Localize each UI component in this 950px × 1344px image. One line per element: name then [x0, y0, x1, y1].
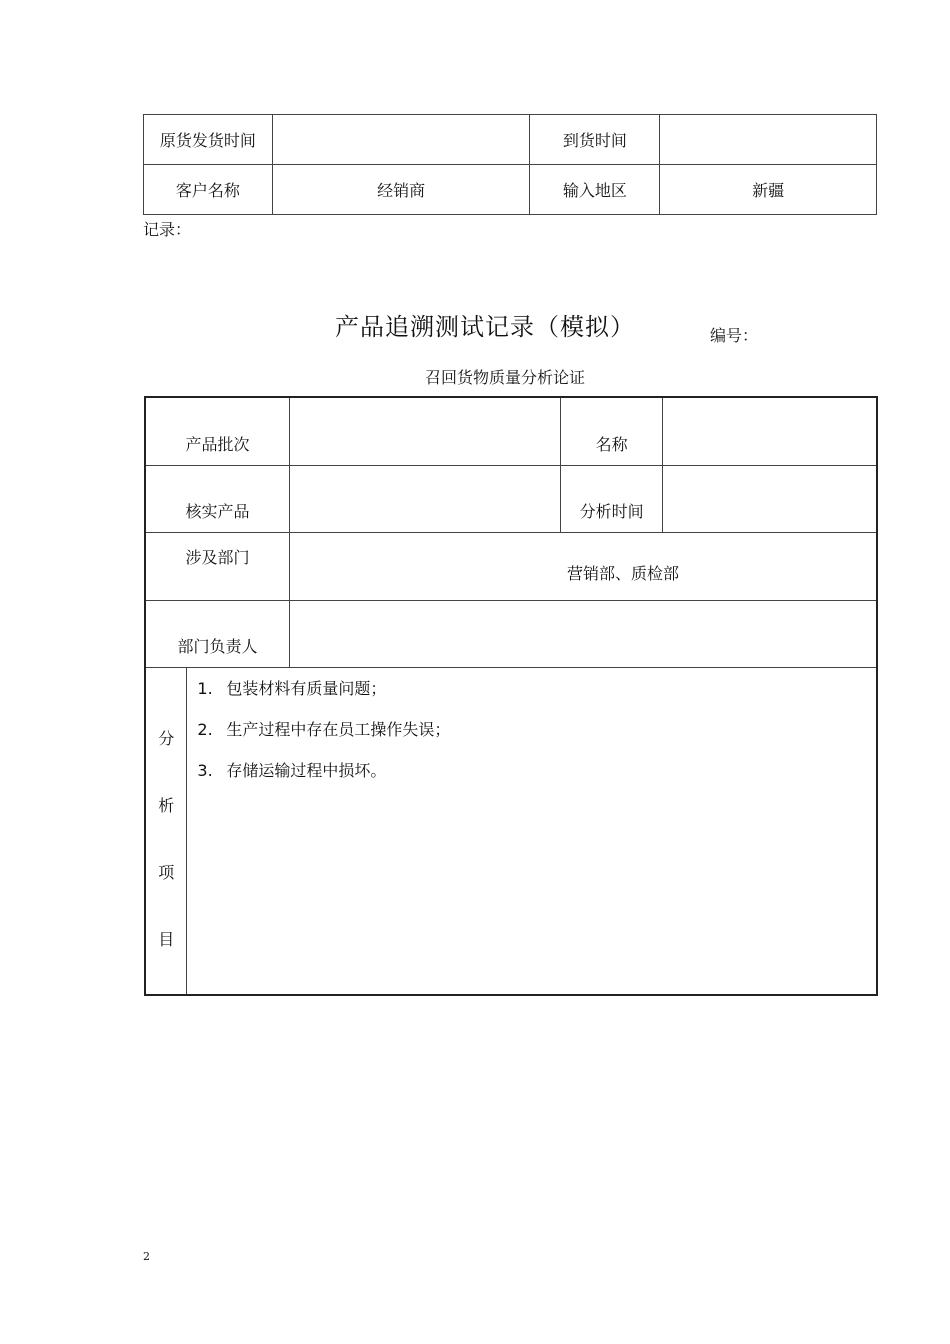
- departments-label: 涉及部门: [145, 532, 290, 600]
- table-row: [144, 165, 877, 215]
- list-item-text: 包装材料有质量问题；: [226, 678, 387, 698]
- customer-name-label: 客户名称: [144, 165, 273, 215]
- batch-label: 产品批次: [145, 397, 290, 465]
- analysis-label-char: 目: [158, 929, 175, 949]
- analysis-label-char: 分: [158, 728, 175, 748]
- page-title: 产品追溯测试记录（模拟）: [335, 313, 635, 341]
- dept-head-value[interactable]: [290, 600, 877, 667]
- list-item: [197, 680, 876, 721]
- verified-product-label: 核实产品: [145, 465, 290, 532]
- serial-number-label: 编号：: [710, 326, 759, 345]
- table-row: [145, 667, 877, 995]
- page-number: 2: [143, 1250, 150, 1263]
- ship-time-label: 原货发货时间: [144, 115, 273, 165]
- list-item: [197, 762, 876, 803]
- table-row: [144, 115, 877, 165]
- verified-product-value[interactable]: [290, 465, 561, 532]
- name-value[interactable]: [663, 397, 877, 465]
- record-label: 记录：: [143, 220, 192, 239]
- shipment-info-table: [143, 114, 877, 215]
- table-row: [145, 532, 877, 600]
- analysis-items-label: [145, 667, 187, 995]
- region-value[interactable]: 新疆: [660, 165, 877, 215]
- list-item-number: 2.: [197, 719, 213, 739]
- table-row: [145, 397, 877, 465]
- table-row: [145, 465, 877, 532]
- departments-cell[interactable]: [290, 532, 877, 600]
- arrival-time-label: 到货时间: [530, 115, 660, 165]
- analysis-time-value[interactable]: [663, 465, 877, 532]
- dept-head-label: 部门负责人: [145, 600, 290, 667]
- analysis-time-label: 分析时间: [561, 465, 663, 532]
- batch-value[interactable]: [290, 397, 561, 465]
- page-subtitle: 召回货物质量分析论证: [424, 368, 585, 387]
- analysis-items-cell[interactable]: [187, 667, 877, 995]
- list-item-number: 1.: [197, 678, 213, 698]
- analysis-label-char: 项: [158, 862, 175, 882]
- list-item-text: 存储运输过程中损坏。: [226, 760, 387, 780]
- customer-name-value[interactable]: 经销商: [272, 165, 530, 215]
- departments-value: 营销部、质检部: [567, 563, 680, 583]
- name-label: 名称: [561, 397, 663, 465]
- region-label: 输入地区: [530, 165, 660, 215]
- list-item-text: 生产过程中存在员工操作失误；: [226, 719, 451, 739]
- recall-analysis-table: [144, 396, 878, 996]
- arrival-time-value[interactable]: [660, 115, 877, 165]
- analysis-label-char: 析: [158, 795, 175, 815]
- ship-time-value[interactable]: [272, 115, 530, 165]
- list-item: [197, 721, 876, 762]
- table-row: [145, 600, 877, 667]
- list-item-number: 3.: [197, 760, 213, 780]
